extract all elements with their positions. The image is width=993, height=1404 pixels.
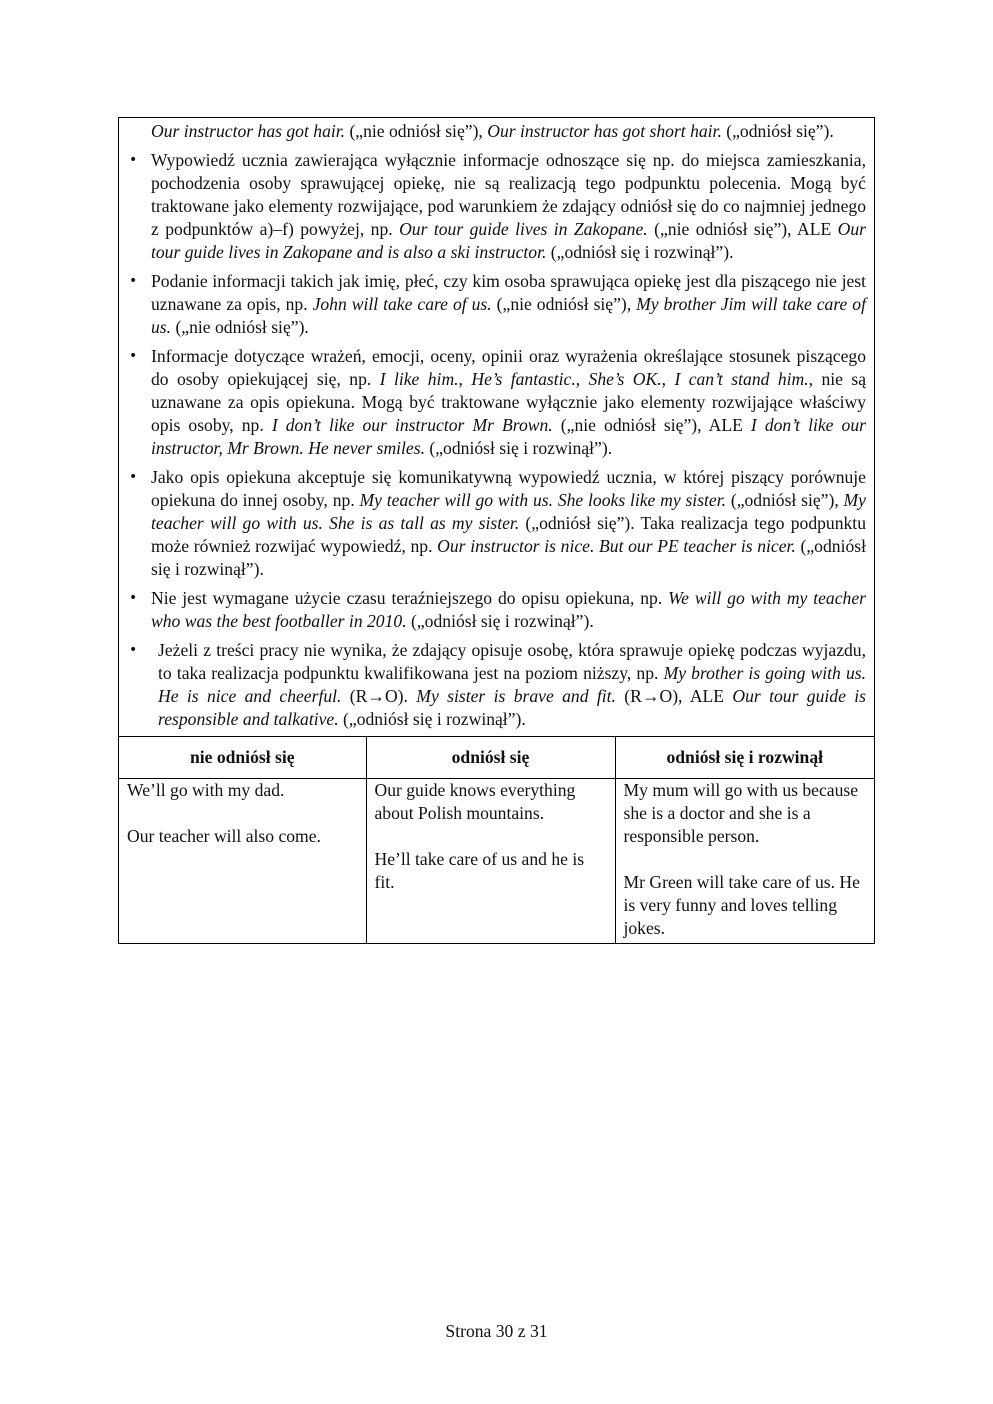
bullet-text: [151, 466, 866, 581]
text-run: („odniósł się”),: [726, 490, 844, 510]
text-run: Jako opis opiekuna akceptuje się komunikatywną wypowiedź ucznia, w której piszący porównuje opiekuna do innej osoby, np.: [151, 467, 866, 510]
example-text: Our tour guide lives in Zakopane and is also a ski instructor.: [151, 219, 866, 262]
example-sentence: Our teacher will also come.: [127, 826, 321, 846]
page-number: Strona 30 z 31: [445, 1321, 548, 1341]
text-run: (R→O).: [341, 686, 417, 706]
bullet-item: [127, 345, 866, 460]
text-run: (R→O), ALE: [615, 686, 733, 706]
example-text: Our instructor has got hair.: [151, 121, 346, 141]
bullet-item: [127, 270, 866, 339]
table-cell: [615, 779, 874, 944]
bullet-dot-icon: •: [129, 152, 138, 168]
example-text: My teacher will go with us. She looks like my sister.: [359, 490, 727, 510]
text-run: ,: [661, 369, 675, 389]
example-text: My teacher will go with us. She is as tall as my sister.: [151, 490, 866, 533]
table-cell: [366, 779, 615, 944]
rules-section: [119, 118, 874, 736]
bullet-text: [158, 639, 866, 731]
text-run: („nie odniósł się”), ALE: [647, 219, 838, 239]
example-text: My sister is brave and fit.: [416, 686, 616, 706]
bullet-dot-icon: •: [129, 469, 138, 485]
example-text: My brother is going with us. He is nice and cheerful.: [158, 663, 867, 706]
example-text: He’s fantastic.: [471, 369, 576, 389]
example-text: We will go with my teacher who was the best footballer in 2010.: [151, 588, 866, 631]
column-header-odniosl-rozwinal: odniósł się i rozwinął: [615, 737, 874, 779]
example-sentence: He’ll take care of us and he is fit.: [374, 849, 585, 892]
column-header-odniosl: odniósł się: [366, 737, 615, 779]
example-text: I don’t like our instructor, Mr Brown. He never smiles.: [151, 415, 866, 458]
text-run: („odniósł się i rozwinął”).: [338, 709, 526, 729]
example-text: Our instructor has got short hair.: [487, 121, 722, 141]
text-run: ,: [458, 369, 472, 389]
bullet-text: [151, 345, 866, 460]
text-run: („odniósł się i rozwinął”).: [546, 242, 734, 262]
column-header-nie-odniosl: nie odniósł się: [119, 737, 366, 779]
text-run: („odniósł się”).: [721, 121, 834, 141]
bullet-item: [127, 587, 866, 633]
text-run: („odniósł się i rozwinął”).: [406, 611, 594, 631]
example-text: I like him.: [379, 369, 459, 389]
text-run: , nie są uznawane za opis opiekuna. Mogą być traktowane wyłącznie jako elementy rozwijające właściwy opis osoby, np.: [151, 369, 867, 435]
text-run: („nie odniósł się”).: [171, 317, 309, 337]
text-run: („odniósł się i rozwinął”).: [151, 536, 866, 579]
examples-table: [119, 736, 874, 943]
text-run: („nie odniósł się”), ALE: [552, 415, 751, 435]
rules-box: [118, 117, 875, 944]
bullet-dot-icon: •: [129, 642, 138, 658]
bullet-dot-icon: •: [129, 590, 138, 606]
bullet-item: [127, 466, 866, 581]
text-run: („nie odniósł się”),: [491, 294, 637, 314]
text-run: Jeżeli z treści pracy nie wynika, że zdający opisuje osobę, która sprawuje opiekę podczas wyjazdu, to taka realizacja podpunktu kwalifikowana jest na poziom niższy, np.: [158, 640, 866, 683]
example-sentence: Our guide knows everything about Polish mountains.: [374, 780, 576, 823]
bullet-item: [127, 639, 866, 731]
example-text: Our tour guide is responsible and talkative.: [158, 686, 866, 729]
example-text: I can’t stand him.: [674, 369, 809, 389]
example-sentence: We’ll go with my dad.: [127, 780, 285, 800]
example-text: Our instructor is nice. But our PE teacher is nicer.: [437, 536, 796, 556]
text-run: Nie jest wymagane użycie czasu teraźniejszego do opisu opiekuna, np.: [151, 588, 669, 608]
example-text: I don’t like our instructor Mr Brown.: [271, 415, 553, 435]
bullet-dot-icon: •: [129, 273, 138, 289]
table-row: [119, 779, 874, 944]
example-text: My brother Jim will take care of us.: [151, 294, 866, 337]
bullet-dot-icon: •: [129, 348, 138, 364]
text-run: („odniósł się”). Taka realizacja tego podpunktu może również rozwijać wypowiedź, np.: [151, 513, 866, 556]
example-sentence: My mum will go with us because she is a doctor and she is a responsible person.: [623, 780, 859, 846]
text-run: Informacje dotyczące wrażeń, emocji, oceny, opinii oraz wyrażenia określające stosunek piszącego do osoby opiekującej się, np.: [151, 346, 866, 389]
text-run: Wypowiedź ucznia zawierająca wyłącznie informacje odnoszące się np. do miejsca zamieszkania, pochodzenia osoby sprawującej opiekę, nie są realizacją tego podpunktu polecenia. Mogą być traktowane jako elementy rozwijające, pod warunkiem że zdający odniósł się do co najmniej jednego z podpunktów a)–f) powyżej, np.: [151, 150, 866, 239]
text-run: Podanie informacji takich jak imię, płeć, czy kim osoba sprawująca opiekę jest dla piszącego nie jest uznawane za opis, np.: [151, 271, 866, 314]
text-run: („nie odniósł się”),: [345, 121, 488, 141]
continuation-paragraph: [127, 120, 866, 143]
text-run: ,: [575, 369, 589, 389]
bullet-item: [127, 149, 866, 264]
bullet-text: [151, 270, 866, 339]
example-text: She’s OK.: [588, 369, 662, 389]
bullet-text: [151, 149, 866, 264]
table-cell: [119, 779, 366, 944]
bullet-text: [151, 587, 866, 633]
example-text: Our tour guide lives in Zakopane.: [399, 219, 648, 239]
example-text: John will take care of us.: [312, 294, 492, 314]
table-header-row: [119, 737, 874, 779]
example-sentence: Mr Green will take care of us. He is very funny and loves telling jokes.: [623, 872, 860, 938]
text-run: („odniósł się i rozwinął”).: [424, 438, 613, 458]
